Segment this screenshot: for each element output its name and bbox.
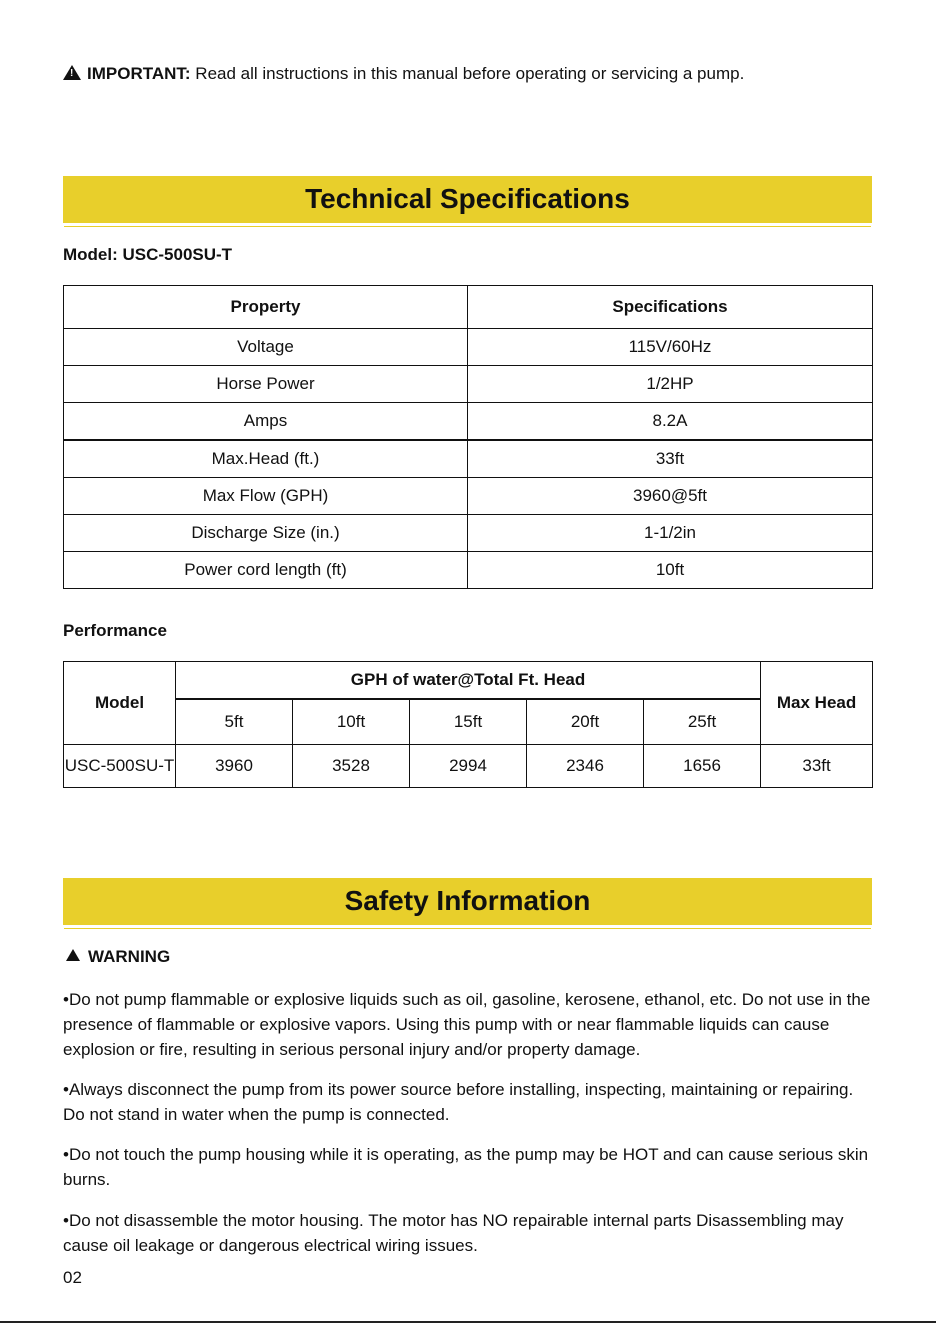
warning-heading — [66, 946, 170, 968]
head-cell: 20ft — [527, 699, 644, 745]
table-row — [64, 403, 873, 441]
property-cell: Max Flow (GPH) — [64, 478, 468, 515]
property-cell: Max.Head (ft.) — [64, 440, 468, 478]
property-cell: Discharge Size (in.) — [64, 515, 468, 552]
warning-triangle-icon — [66, 949, 80, 961]
max-head-header: Max Head — [761, 662, 873, 745]
property-header: Property — [64, 286, 468, 329]
important-notice — [63, 62, 744, 86]
table-row — [64, 440, 873, 478]
gph-cell: 3528 — [293, 745, 410, 788]
head-cell: 15ft — [410, 699, 527, 745]
spec-table — [63, 285, 873, 589]
warning-paragraph: •Do not pump flammable or explosive liquids such as oil, gasoline, kerosene, ethanol, etc. Do not use in the presence of flammable or explosive vapors. Using this pump with or near flammable liquids can cause explosion or fire, resulting in serious personal injury and/or property damage. — [63, 990, 871, 1059]
warning-label: WARNING — [88, 947, 171, 966]
model-heading: Model: USC-500SU-T — [63, 245, 233, 264]
specifications-header: Specifications — [468, 286, 873, 329]
value-cell: 1-1/2in — [468, 515, 873, 552]
gph-group-header: GPH of water@Total Ft. Head — [176, 662, 761, 700]
bottom-rule — [0, 1321, 936, 1323]
spec-header-row — [64, 286, 873, 329]
important-label: IMPORTANT: — [87, 64, 191, 83]
table-row — [64, 515, 873, 552]
performance-table — [63, 661, 873, 788]
section-title: Technical Specifications — [305, 183, 630, 214]
property-cell: Horse Power — [64, 366, 468, 403]
model-cell: USC-500SU-T — [64, 745, 176, 788]
gph-cell: 1656 — [644, 745, 761, 788]
value-cell: 10ft — [468, 552, 873, 589]
warning-paragraph: •Always disconnect the pump from its power source before installing, inspecting, maintaining or repairing. Do not stand in water when the pump is connected. — [63, 1080, 854, 1124]
head-cell: 10ft — [293, 699, 410, 745]
gph-cell: 2346 — [527, 745, 644, 788]
warning-paragraph: •Do not touch the pump housing while it is operating, as the pump may be HOT and can cause serious skin burns. — [63, 1145, 869, 1189]
important-text: Read all instructions in this manual before operating or servicing a pump. — [190, 64, 745, 83]
max-head-cell: 33ft — [761, 745, 873, 788]
model-header: Model — [64, 662, 176, 745]
gph-cell: 3960 — [176, 745, 293, 788]
table-row — [64, 329, 873, 366]
property-cell: Amps — [64, 403, 468, 441]
table-row — [64, 366, 873, 403]
gph-cell: 2994 — [410, 745, 527, 788]
section-title: Safety Information — [344, 885, 591, 916]
page-number: 02 — [63, 1268, 82, 1287]
performance-heading: Performance — [63, 621, 167, 640]
table-row — [64, 745, 873, 788]
technical-specifications-banner — [63, 176, 872, 223]
head-cell: 5ft — [176, 699, 293, 745]
property-cell: Voltage — [64, 329, 468, 366]
table-row — [64, 552, 873, 589]
warning-triangle-icon — [63, 65, 81, 80]
value-cell: 33ft — [468, 440, 873, 478]
value-cell: 1/2HP — [468, 366, 873, 403]
performance-header-row — [64, 662, 873, 700]
table-row — [64, 478, 873, 515]
value-cell: 3960@5ft — [468, 478, 873, 515]
head-cell: 25ft — [644, 699, 761, 745]
warning-paragraph: •Do not disassemble the motor housing. The motor has NO repairable internal parts Disassembling may cause oil leakage or dangerous electrical wiring issues. — [63, 1211, 844, 1255]
property-cell: Power cord length (ft) — [64, 552, 468, 589]
value-cell: 8.2A — [468, 403, 873, 441]
safety-information-banner — [63, 878, 872, 925]
head-values-row — [64, 699, 873, 745]
value-cell: 115V/60Hz — [468, 329, 873, 366]
